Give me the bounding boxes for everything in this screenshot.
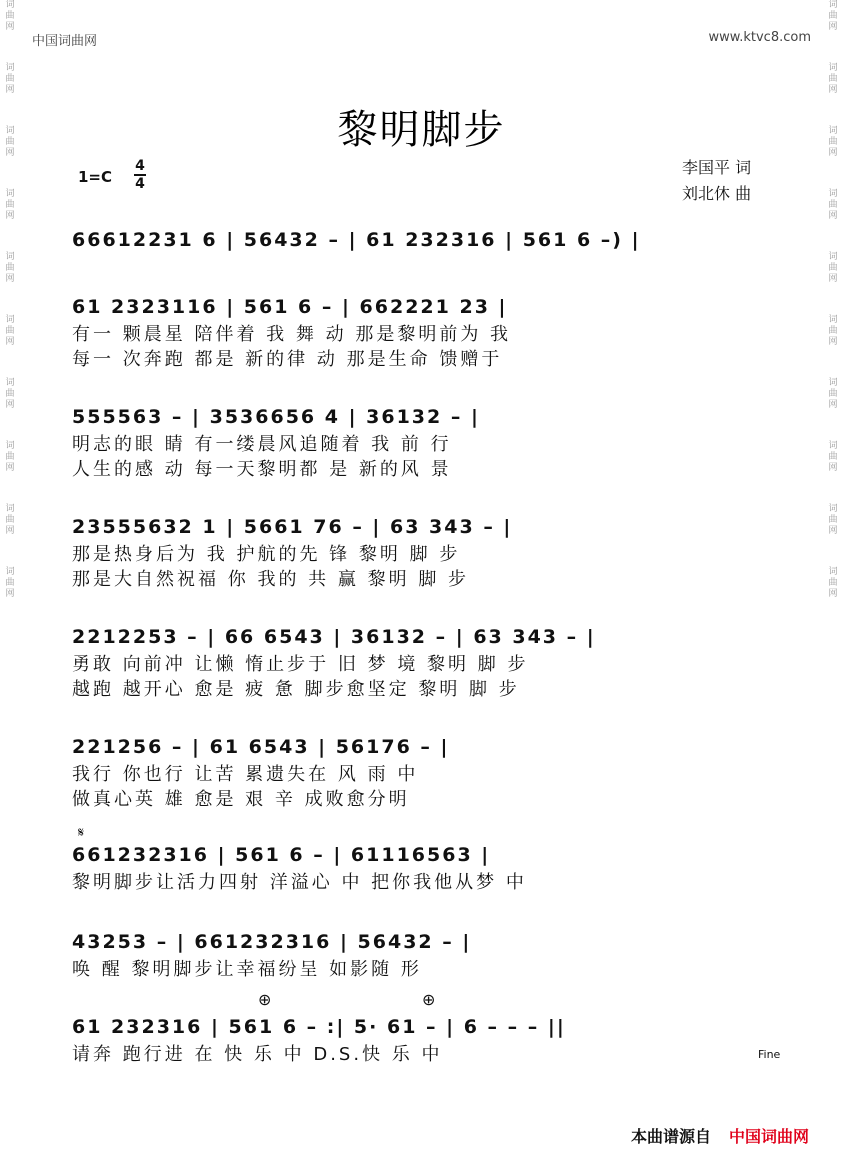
score-system [72,840,782,895]
lyric-line: 那是大自然祝福 你 我的 共 赢 黎明 脚 步 [72,569,470,590]
meter-bottom: 4 [135,176,145,192]
watermark-char: 网 [5,22,15,32]
score-system [72,1012,782,1067]
lyric-line: 做真心英 雄 愈是 艰 辛 成败愈分明 [72,789,410,810]
watermark-char: 曲 [828,452,838,462]
watermark-char: 网 [828,463,838,473]
watermark-char: 网 [5,463,15,473]
watermark-char: 曲 [5,515,15,525]
composer: 刘北休 曲 [682,184,752,203]
watermark-char: 词 [5,63,15,73]
watermark-char: 网 [828,400,838,410]
watermark-char: 词 [828,504,838,514]
watermark-char: 曲 [5,200,15,210]
watermark-char: 曲 [828,578,838,588]
watermark-char: 网 [5,211,15,221]
source-credit [631,1124,809,1147]
notation-line: 221256 – | 61 6543 | 56176 – | [72,736,450,758]
watermark-char: 词 [5,126,15,136]
watermark-char: 网 [5,400,15,410]
notation-line: 66612231 6 | 56432 – | 61 232316 | 561 6 –) | [72,229,641,251]
watermark-char: 曲 [828,515,838,525]
notation-line: 23555632 1 | 5661 76 – | 63 343 – | [72,516,513,538]
source-brand: 中国词曲网 [728,1127,809,1146]
watermark-char: 词 [5,189,15,199]
lyric-line: 明志的眼 睛 有一缕晨风追随着 我 前 行 [72,434,452,455]
watermark-char: 词 [828,126,838,136]
lyric-line: 黎明脚步让活力四射 洋溢心 中 把你我他从梦 中 [72,872,527,893]
site-name-left: 中国词曲网 [32,34,98,49]
score-system [72,512,782,592]
watermark-char: 词 [828,63,838,73]
watermark-char: 曲 [828,200,838,210]
watermark-char: 曲 [828,263,838,273]
notation-line: 43253 – | 661232316 | 56432 – | [72,931,472,953]
segno-mark: 𝄋 [78,825,85,841]
watermark-char: 词 [5,315,15,325]
watermark-char: 曲 [828,11,838,21]
score-system [72,927,782,982]
watermark-char: 词 [828,0,838,10]
watermark-char: 词 [828,315,838,325]
watermark-char: 网 [5,526,15,536]
score-system [72,402,782,482]
watermark-char: 网 [828,526,838,536]
watermark-char: 网 [828,148,838,158]
watermark-char: 词 [5,378,15,388]
notation-line: 61 2323116 | 561 6 – | 662221 23 | [72,296,508,318]
watermark-char: 网 [828,22,838,32]
watermark-char: 词 [5,567,15,577]
watermark-char: 曲 [828,74,838,84]
watermark-char: 曲 [5,326,15,336]
score-system [72,225,782,255]
song-title: 黎明脚步 [337,107,506,153]
watermark-char: 词 [5,441,15,451]
lyric-line: 我行 你也行 让苦 累遗失在 风 雨 中 [72,764,419,785]
watermark-char: 网 [5,148,15,158]
source-label: 本曲谱源自 [630,1127,711,1146]
watermark-char: 曲 [828,137,838,147]
watermark-char: 曲 [5,74,15,84]
score-system [72,732,782,812]
score-system [72,622,782,702]
watermark-char: 网 [828,85,838,95]
score-system [72,292,782,372]
left-watermark-column [2,0,18,1172]
lyric-line: 有一 颗晨星 陪伴着 我 舞 动 那是黎明前为 我 [72,324,512,345]
watermark-char: 曲 [828,389,838,399]
site-url-right: www.ktvc8.com [708,30,811,45]
watermark-char: 网 [828,274,838,284]
credits [682,155,751,207]
watermark-char: 词 [828,189,838,199]
notation-line: 61 232316 | 561 6 – :| 5· 61 – | 6 – – – || [72,1016,566,1038]
watermark-char: 网 [828,589,838,599]
coda-mark-2: ⊕ [422,990,436,1009]
watermark-char: 词 [828,567,838,577]
watermark-char: 曲 [5,389,15,399]
watermark-char: 网 [5,274,15,284]
lyric-line: 唤 醒 黎明脚步让幸福纷呈 如影随 形 [72,959,422,980]
watermark-char: 曲 [5,137,15,147]
watermark-char: 曲 [5,263,15,273]
notation-line: 2212253 – | 66 6543 | 36132 – | 63 343 – | [72,626,596,648]
watermark-char: 词 [828,378,838,388]
notation-line: 661232316 | 561 6 – | 61116563 | [72,844,491,866]
watermark-char: 词 [5,252,15,262]
fine-mark: Fine [758,1048,781,1061]
watermark-char: 曲 [5,452,15,462]
watermark-char: 曲 [5,11,15,21]
lyricist: 李国平 词 [682,158,752,177]
lyric-line: 越跑 越开心 愈是 疲 惫 脚步愈坚定 黎明 脚 步 [72,679,520,700]
watermark-char: 网 [828,337,838,347]
watermark-char: 曲 [5,578,15,588]
lyric-line: 每一 次奔跑 都是 新的律 动 那是生命 馈赠于 [72,349,503,370]
notation-line: 555563 – | 3536656 4 | 36132 – | [72,406,480,428]
watermark-char: 网 [5,589,15,599]
lyric-line: 那是热身后为 我 护航的先 锋 黎明 脚 步 [72,544,461,565]
watermark-char: 网 [5,337,15,347]
watermark-char: 词 [5,504,15,514]
watermark-char: 词 [5,0,15,10]
watermark-char: 网 [828,211,838,221]
right-watermark-column [825,0,841,1172]
lyric-line: 人生的感 动 每一天黎明都 是 新的风 景 [72,459,452,480]
meter-top: 4 [135,158,145,174]
watermark-char: 词 [828,252,838,262]
coda-mark-1: ⊕ [258,990,272,1009]
lyric-line: 请奔 跑行进 在 快 乐 中 D.S.快 乐 中 [72,1044,443,1065]
watermark-char: 词 [828,441,838,451]
watermark-char: 曲 [828,326,838,336]
watermark-char: 网 [5,85,15,95]
lyric-line: 勇敢 向前冲 让懒 惰止步于 旧 梦 境 黎明 脚 步 [72,654,529,675]
key-signature: 1=C [78,168,113,186]
time-signature [134,158,146,192]
